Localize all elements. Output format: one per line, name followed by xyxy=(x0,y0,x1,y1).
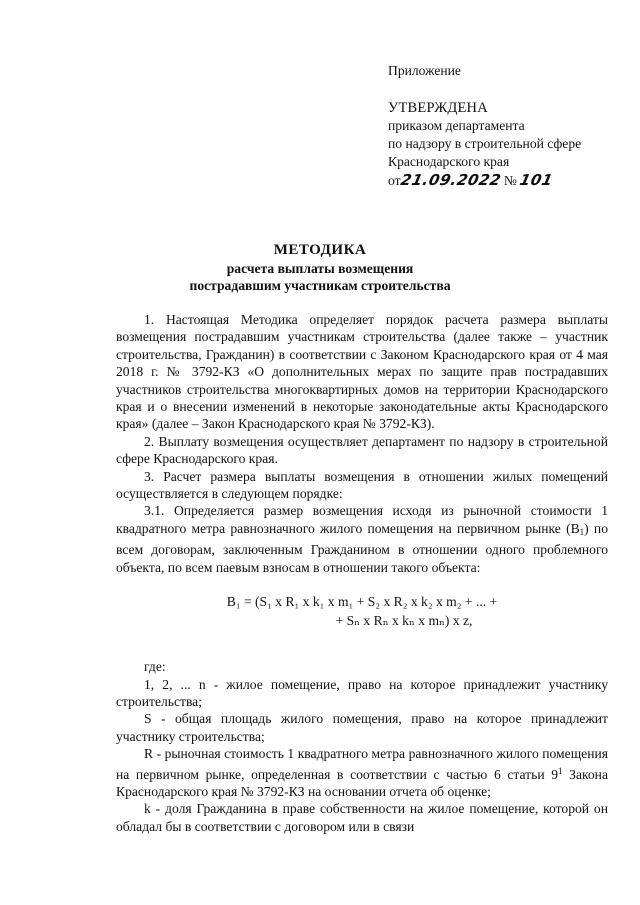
definition-r-part-b: Закона Краснодарского края № 3792-КЗ на основании отчета об оценке; xyxy=(116,766,608,799)
document-title xyxy=(0,240,640,294)
approval-block xyxy=(388,62,628,190)
approval-line-3: Краснодарского края xyxy=(388,154,510,169)
formula-line-2: + Sₙ x Rₙ x kₙ x mₙ) x z, xyxy=(335,613,473,629)
order-date-line xyxy=(388,171,628,190)
formula-line-1: B₁ = (S₁ x R₁ x k₁ x m₁ + S₂ x R₂ x k₂ x m₂ + ... + xyxy=(226,594,498,610)
paragraph-3-1-subscript: 1 xyxy=(579,526,585,537)
definition-k: k - доля Гражданина в праве собственности на жилое помещение, которой он обладал бы в соответствии с договором или в связи xyxy=(116,801,608,834)
paragraph-2: 2. Выплату возмещения осуществляет департамент по надзору в строительной сфере Краснодарского края. xyxy=(116,433,608,467)
definition-r xyxy=(116,745,608,800)
where-label: где: xyxy=(144,659,166,675)
definition-r-superscript: 1 xyxy=(558,765,563,776)
definition-r-part-a: R - рыночная стоимость 1 квадратного метра равнозначного жилого помещения на первичном рынке, определенная в соответствии с частью 6 статьи 9 xyxy=(116,746,608,782)
formula xyxy=(116,592,608,630)
approval-line-1: приказом департамента xyxy=(388,118,525,133)
handwritten-date: 21.09.2022 xyxy=(398,171,503,189)
paragraph-3-1-part-b: ) по всем договорам, заключенным Гражданином в отношении одного проблемного объекта, по всем паевым взносам в отношении такого объекта: xyxy=(116,520,609,575)
title-sub-1: расчета выплаты возмещения xyxy=(226,261,414,276)
approval-line-2: по надзору в строительной сфере xyxy=(388,136,582,151)
definition-1: 1, 2, ... n - жилое помещение, право на которое принадлежит участнику строительства; xyxy=(116,676,608,709)
date-prefix: от xyxy=(388,173,401,188)
definition-s: S - общая площадь жилого помещения, право на которое принадлежит участнику строительства; xyxy=(116,711,608,744)
paragraph-3: 3. Расчет размера выплаты возмещения в отношении жилых помещений осуществляется в следующем порядке: xyxy=(116,468,608,502)
appendix-label: Приложение xyxy=(388,63,461,78)
paragraph-1: 1. Настоящая Методика определяет порядок расчета размера выплаты возмещения пострадавшим участникам строительства (далее также – участник строительства, Гражданин) в соответствии с Законом Краснодарского края от 4 мая 2018 г. № 3792-КЗ «О дополнительных мерах по защите прав пострадавших участников строительства многоквартирных домов на территории Краснодарского края и о внесении изменений в некоторые законодательные акты Краснодарского края» (далее – Закон Краснодарского края № 3792-КЗ). xyxy=(116,312,608,432)
approved-label: УТВЕРЖДЕНА xyxy=(388,100,488,116)
handwritten-number: 101 xyxy=(518,171,555,189)
paragraph-3-1 xyxy=(116,502,608,576)
number-prefix: № xyxy=(503,173,517,188)
document-body xyxy=(116,311,608,835)
title-sub-2: пострадавшим участникам строительства xyxy=(189,278,451,293)
paragraph-3-1-part-a: 3.1. Определяется размер возмещения исходя из рыночной стоимости 1 квадратного метра равнозначного жилого помещения на первичном рынке (B xyxy=(116,503,608,536)
title-main: МЕТОДИКА xyxy=(273,242,367,258)
